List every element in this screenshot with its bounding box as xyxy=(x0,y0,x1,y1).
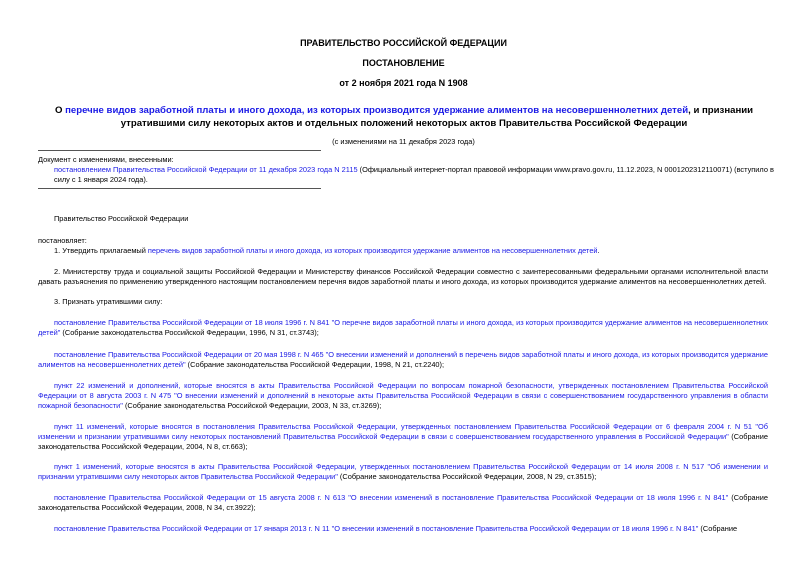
amendment-details: (Официальный интернет-портал правовой информации www.pravo.gov.ru, 11.12.2023, N 0001202312110071) (вступило в силу с 1 января 2024 года). xyxy=(54,165,774,184)
document-type: ПОСТАНОВЛЕНИЕ xyxy=(362,58,445,68)
clause-1 xyxy=(38,246,768,256)
clause-1-link[interactable]: перечень видов заработной платы и иного дохода, из которых производится удержание алиментов на несовершеннолетних детей xyxy=(147,246,598,255)
repealed-item-source: (Собрание законодательства Российской Федерации, 1996, N 31, ст.3743); xyxy=(60,328,319,337)
repealed-item xyxy=(38,422,768,452)
repealed-item-source: (Собрание xyxy=(698,524,738,533)
repealed-item-link[interactable]: постановление Правительства Российской Федерации от 20 мая 1998 г. N 465 "О внесении изменений и дополнений в перечень видов заработной платы и иного дохода, из которых производится удержание алиментов на несовершеннолетних детей" xyxy=(38,350,768,369)
repealed-item xyxy=(38,462,768,482)
title-suffix: , и признании утратившими силу некоторых актов и отдельных положений некоторых актов Правительства Российской Федерации xyxy=(120,105,754,129)
clause-1-text: 1. Утвердить прилагаемый xyxy=(54,246,148,255)
repealed-item-link[interactable]: пункт 11 изменений, которые вносятся в постановления Правительства Российской Федерации, утвержденных постановлением Правительства Российской Федерации от 6 февраля 2004 г. N 51 "Об изменении и признании утратившими силу некоторых постановлений Правительства Российской Федерации в связи с совершенствованием государственного управления в Российской Федерации" xyxy=(38,422,768,441)
title-prefix: О xyxy=(54,105,66,116)
divider-top xyxy=(38,150,321,151)
repealed-item xyxy=(38,318,768,338)
clause-2: 2. Министерству труда и социальной защиты Российской Федерации и Министерству финансов Российской Федерации совместно с заинтересованными федеральными органами исполнительной власти давать разъяснения по применению утвержденного настоящим постановлением перечня видов заработной платы и иного дохода, из которых производится удержание алиментов на несовершеннолетних детей. xyxy=(38,267,768,286)
changes-label: Документ с изменениями, внесенными: xyxy=(38,155,174,164)
changes-document-block xyxy=(38,155,778,185)
repealed-item xyxy=(38,524,768,534)
repealed-item xyxy=(38,350,768,370)
clause-1-end: . xyxy=(597,246,600,255)
changes-entry xyxy=(38,165,778,185)
repealed-item-source: (Собрание законодательства Российской Федерации, 2004, N 8, ст.663); xyxy=(38,432,768,451)
clause-3: 3. Признать утратившими силу: xyxy=(54,297,163,306)
government-heading: ПРАВИТЕЛЬСТВО РОССИЙСКОЙ ФЕДЕРАЦИИ xyxy=(300,38,507,48)
decrees-word: постановляет: xyxy=(38,236,87,245)
title-link[interactable]: перечне видов заработной платы и иного дохода, из которых производится удержание алиментов на несовершеннолетних детей xyxy=(65,105,689,116)
repealed-item-source: (Собрание законодательства Российской Федерации, 2008, N 29, ст.3515); xyxy=(337,472,597,481)
repealed-item xyxy=(38,493,768,513)
government-name: Правительство Российской Федерации xyxy=(54,214,189,223)
amendment-link[interactable]: постановлением Правительства Российской Федерации от 11 декабря 2023 года N 2115 xyxy=(54,165,358,174)
repealed-item-link[interactable]: пункт 22 изменений и дополнений, которые вносятся в акты Правительства Российской Федерации по вопросам пожарной безопасности, утвержденных постановлением Правительства Российской Федерации от 8 августа 2003 г. N 475 "О внесении изменений и дополнений в некоторые акты Правительства Российской Федерации в связи с совершенствованием государственного управления в области пожарной безопасности" xyxy=(38,381,768,410)
document-title xyxy=(28,104,780,130)
repealed-item-link[interactable]: постановление Правительства Российской Федерации от 18 июля 1996 г. N 841 "О перечне видов заработной платы и иного дохода, из которых производится удержание алиментов на несовершеннолетних детей" xyxy=(38,318,768,337)
divider-bottom xyxy=(38,188,321,189)
repealed-item-source: (Собрание законодательства Российской Федерации, 2003, N 33, ст.3269); xyxy=(122,401,382,410)
repealed-item-source: (Собрание законодательства Российской Федерации, 2008, N 34, ст.3922); xyxy=(38,493,768,512)
repealed-item-link[interactable]: постановление Правительства Российской Федерации от 15 августа 2008 г. N 613 "О внесении изменений в постановление Правительства Российской Федерации от 18 июля 1996 г. N 841" xyxy=(54,493,729,502)
repealed-item-link[interactable]: пункт 1 изменений, которые вносятся в акты Правительства Российской Федерации, утвержденных постановлением Правительства Российской Федерации от 14 июля 2008 г. N 517 "Об изменении и признании утратившими силу некоторых актов Правительства Российской Федерации" xyxy=(38,462,768,481)
repealed-item-source: (Собрание законодательства Российской Федерации, 1998, N 21, ст.2240); xyxy=(185,360,445,369)
document-date: от 2 ноября 2021 года N 1908 xyxy=(339,78,468,88)
changes-note: (с изменениями на 11 декабря 2023 года) xyxy=(332,137,475,146)
repealed-item-link[interactable]: постановление Правительства Российской Федерации от 17 января 2013 г. N 11 "О внесении изменений в постановление Правительства Российской Федерации от 18 июля 1996 г. N 841" xyxy=(54,524,699,533)
repealed-item xyxy=(38,381,768,411)
